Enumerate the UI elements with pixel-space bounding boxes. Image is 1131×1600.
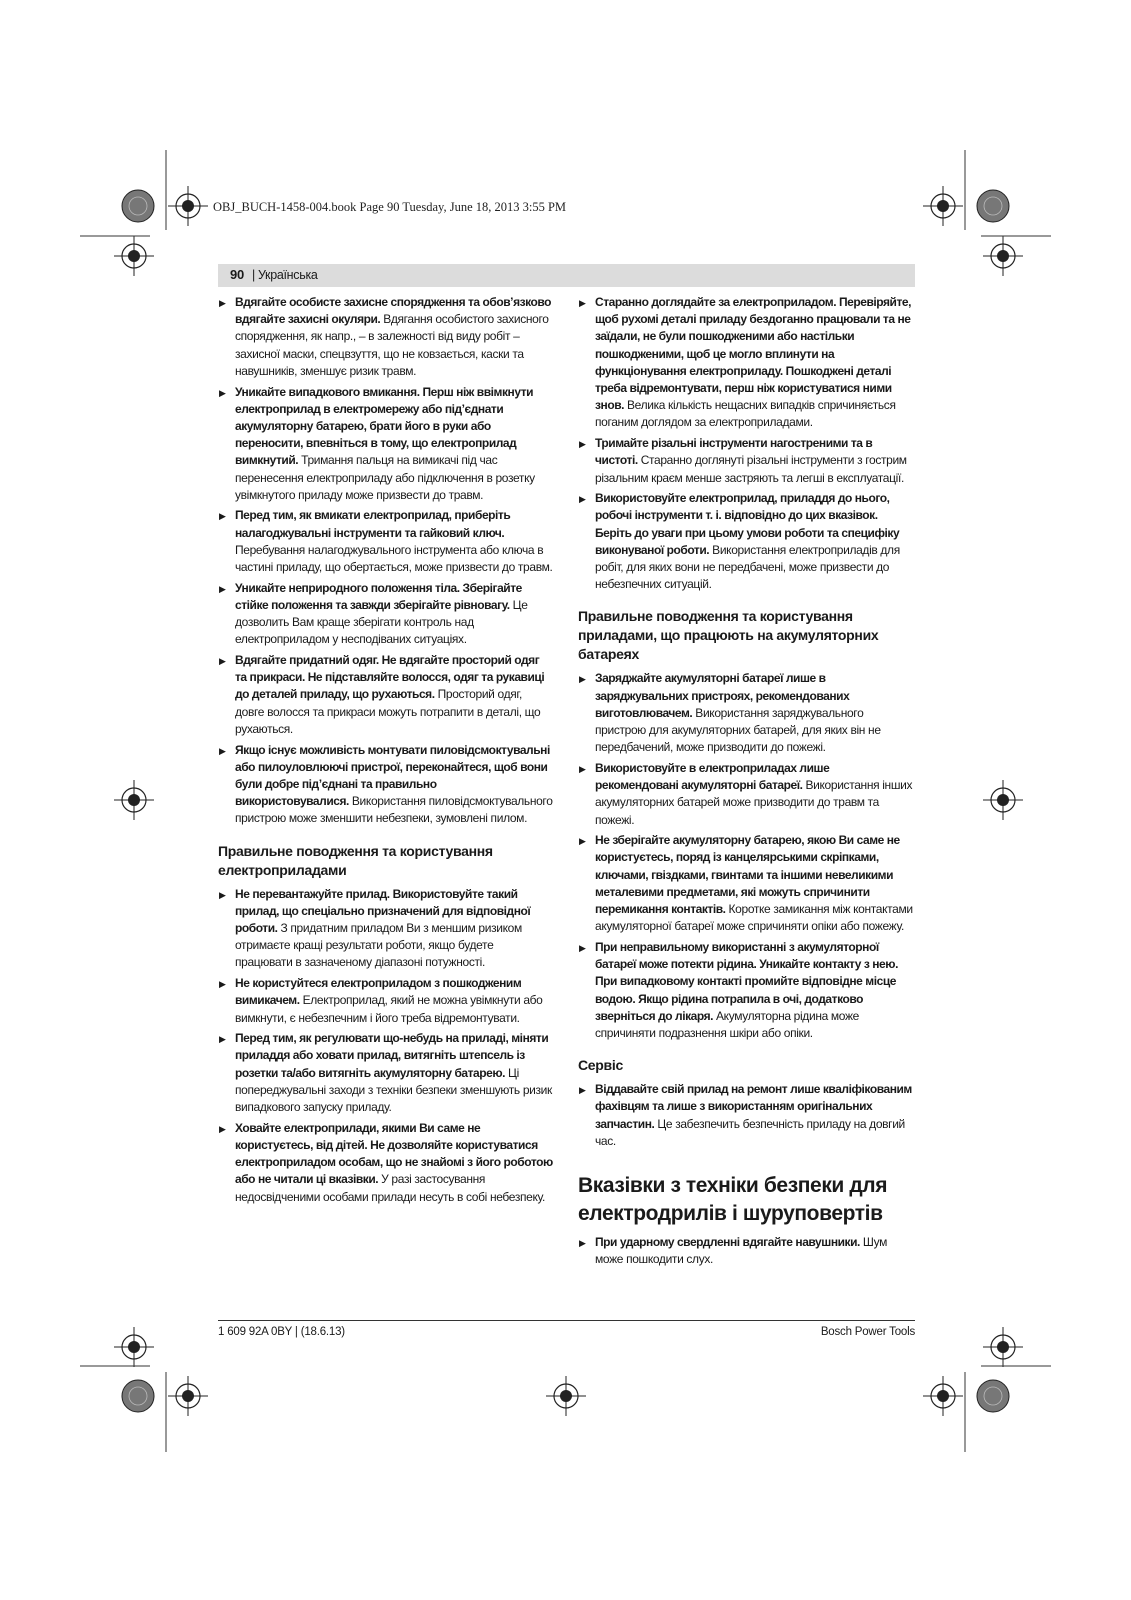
list-item: ▶ Уникайте неприродного положення тіла. Зберігайте стійке положення та завжди зберігайте рівновагу. Це дозволить Вам краще зберігати контроль над електроприладом у несподіваних ситуаціях. xyxy=(218,580,553,649)
section-heading: Правильне поводження та користування електроприладами xyxy=(218,842,493,878)
footer-brand: Bosch Power Tools xyxy=(820,1326,915,1338)
right-column xyxy=(578,294,913,1272)
list-item: ▶ Вдягайте особисте захисне спорядження та обов’язково вдягайте захисні окуляри. Вдягання особистого захисного спорядження, як напр., – в залежності від виду робіт – захисної маски, спецвзуття, що не ковзається, каски та навушників, зменшує ризик травм. xyxy=(218,294,553,380)
list-item: ▶ Тримайте різальні інструменти нагостреними та в чистоті. Старанно доглянуті різальні інструменти з гострим різальним краєм менше застряють та легші в експлуатації. xyxy=(578,435,913,487)
footer-divider xyxy=(218,1320,915,1321)
list-item: ▶ При неправильному використанні з акумуляторної батареї може потекти рідина. Уникайте контакту з нею. При випадковому контакті промийте відповідне місце водою. Якщо рідина потрапила в очі, додатково зверніться до лікаря. Акумуляторна рідина може спричиняти подразнення шкіри або опіки. xyxy=(578,939,913,1042)
list-item: ▶ Перед тим, як вмикати електроприлад, приберіть налагоджувальні інструменти та гайковий ключ. Перебування налагоджувального інструмента або ключа в частині приладу, що обертається, може призвести до травм. xyxy=(218,507,553,576)
list-item: ▶ Перед тим, як регулювати що-небудь на приладі, міняти приладдя або ховати прилад, витягніть штепсель із розетки та/або витягніть акумуляторну батарею. Ці попереджувальні заходи з техніки безпеки зменшують ризик випадкового запуску приладу. xyxy=(218,1030,553,1116)
list-item: ▶ Ховайте електроприлади, якими Ви саме не користуєтесь, від дітей. Не дозволяйте користуватися електроприладом особам, що не знайомі з його роботою або не читали ці вказівки. У разі застосування недосвідченими особами прилади несуть в собі небезпеку. xyxy=(218,1120,553,1206)
list-item: ▶ Старанно доглядайте за електроприладом. Перевіряйте, щоб рухомі деталі приладу бездоганно працювали та не заїдали, не були пошкодженими або настільки пошкодженими, щоб це могло вплинути на функціонування електроприладу. Пошкоджені деталі треба відремонтувати, перш ніж користуватися ними знов. Велика кількість нещасних випадків спричиняється поганим доглядом за електроприладами. xyxy=(578,294,913,432)
left-column xyxy=(218,294,553,1209)
service-section-heading: Сервіс xyxy=(578,1057,623,1074)
list-item: ▶ Не зберігайте акумуляторну батарею, якою Ви саме не користуєтесь, поряд із канцелярськими скріпками, ключами, гвіздками, гвинтами та іншими невеликими металевими предметами, які можуть спричинити перемикання контактів. Коротке замикання між контактами акумуляторної батареї може спричиняти опіки або пожежу. xyxy=(578,832,913,935)
header-bar xyxy=(218,264,915,287)
list-item: ▶ Не користуйтеся електроприладом з пошкодженим вимикачем. Електроприлад, який не можна увімкнути або вимкнути, є небезпечним і його треба відремонтувати. xyxy=(218,975,553,1027)
page-number: 90 xyxy=(230,267,245,282)
list-item: ▶ Заряджайте акумуляторні батареї лише в заряджувальних пристроях, рекомендованих виготовлювачем. Використання заряджувального пристрою для акумуляторних батарей, для яких він не передбачений, може призводити до пожежі. xyxy=(578,670,913,756)
list-item: ▶ При ударному свердленні вдягайте навушники. Шум може пошкодити слух. xyxy=(578,1234,913,1268)
list-item: ▶ Якщо існує можливість монтувати пиловідсмоктувальні або пилоуловлюючі пристрої, переконайтеся, щоб вони були добре під’єднані та правильно використовувалися. Використання пиловідсмоктувального пристрою може зменшити небезпеки, зумовлені пилом. xyxy=(218,742,553,828)
list-item: ▶ Не перевантажуйте прилад. Використовуйте такий прилад, що спеціально призначений для відповідної роботи. З придатним приладом Ви з меншим ризиком отримаєте кращі результати роботи, якщо будете працювати в зазначеному діапазоні потужності. xyxy=(218,886,553,972)
list-item: ▶ Використовуйте електроприлад, приладдя до нього, робочі інструменти т. і. відповідно до цих вказівок. Беріть до уваги при цьому умови роботи та специфіку виконуваної роботи. Використання електроприладів для робіт, для яких вони не передбачені, може призвести до небезпечних ситуацій. xyxy=(578,490,913,593)
page-language: | Українська xyxy=(252,268,318,282)
list-item: ▶ Вдягайте придатний одяг. Не вдягайте просторий одяг та прикраси. Не підставляйте волосся, одяг та рукавиці до деталей приладу, що рухаються. Просторий одяг, довге волосся та прикраси можуть потрапити в деталі, що рухаються. xyxy=(218,652,553,738)
battery-section-heading: Правильне поводження та користування приладами, що працюють на акумуляторних батареях xyxy=(578,608,879,663)
drill-safety-heading: Вказівки з техніки безпеки для електродрилів і шуруповертів xyxy=(578,1174,888,1226)
list-item: ▶ Віддавайте свій прилад на ремонт лише кваліфікованим фахівцям та лише з використанням оригінальних запчастин. Це забезпечить безпечність приладу на довгий час. xyxy=(578,1081,913,1150)
list-item: ▶ Використовуйте в електроприладах лише рекомендовані акумуляторні батареї. Використання інших акумуляторних батарей може призводити до травм та пожежі. xyxy=(578,760,913,829)
list-item: ▶ Уникайте випадкового вмикання. Перш ніж ввімкнути електроприлад в електромережу або під’єднати акумуляторну батарею, брати його в руки або переносити, впевніться в тому, що електроприлад вимкнутий. Тримання пальця на вимикачі під час перенесення електроприладу або підключення в розетку увімкнутого приладу може призвести до травм. xyxy=(218,384,553,504)
footer-doc-code: 1 609 92A 0BY | (18.6.13) xyxy=(218,1326,345,1338)
print-slug: OBJ_BUCH-1458-004.book Page 90 Tuesday, June 18, 2013 3:55 PM xyxy=(213,200,567,214)
